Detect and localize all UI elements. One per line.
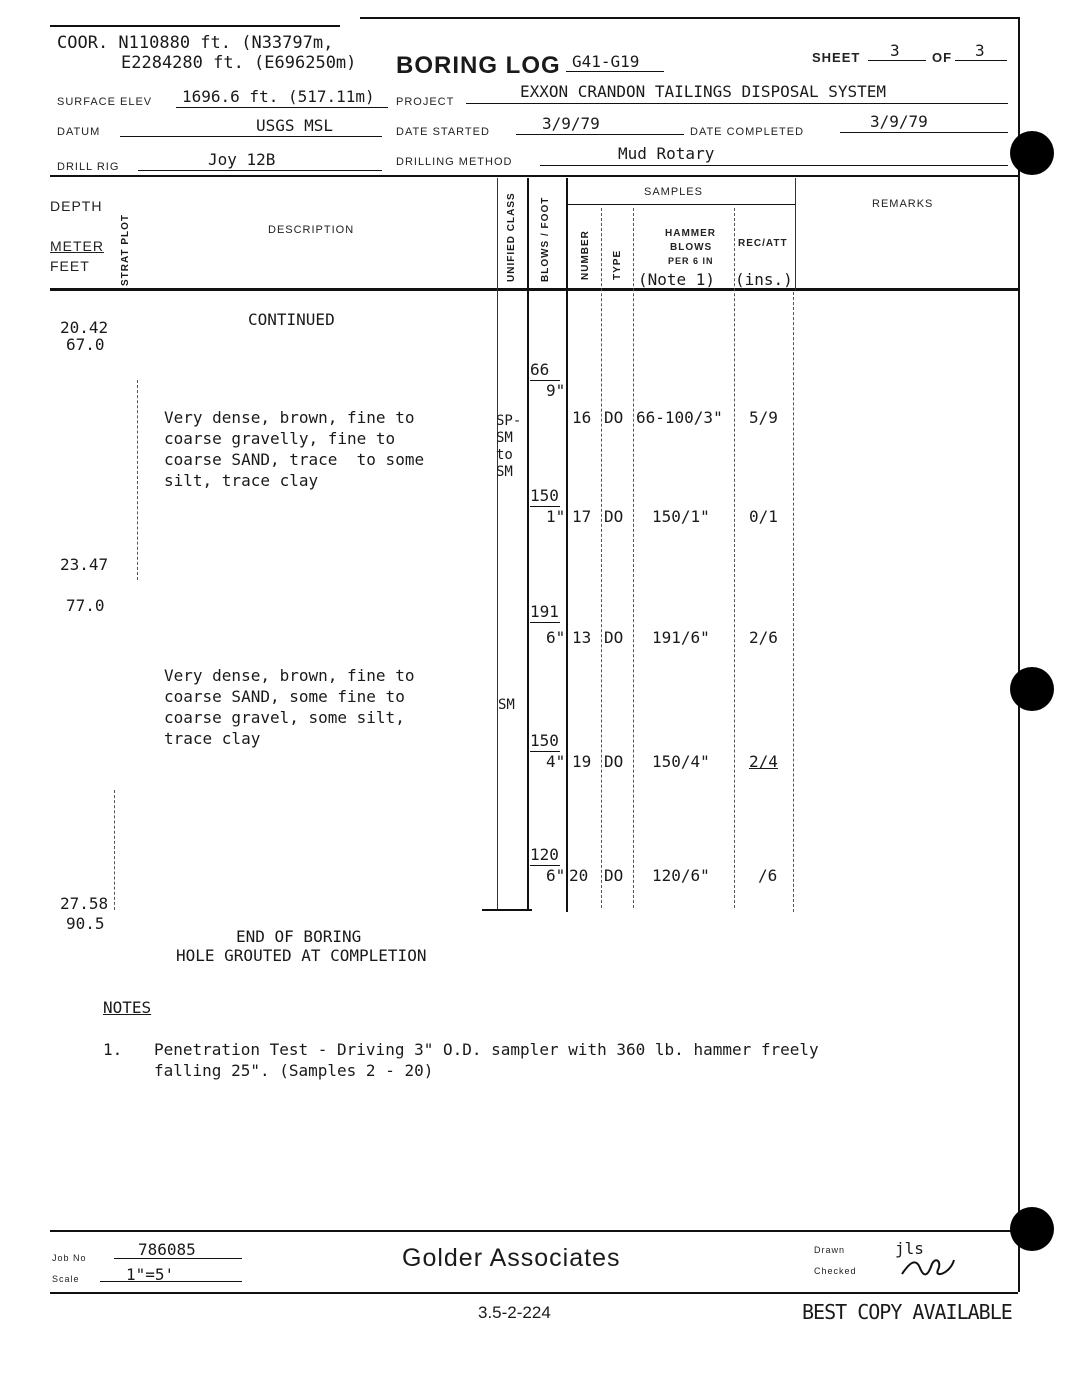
depth-meter: 20.42 bbox=[60, 318, 109, 337]
drawn-initials: jls bbox=[895, 1239, 924, 1258]
hammer-blows: 120/6" bbox=[652, 866, 710, 885]
notes-heading: NOTES bbox=[103, 998, 152, 1017]
depth-meter: 27.58 bbox=[60, 894, 109, 913]
company-name: Golder Associates bbox=[402, 1244, 621, 1272]
log-id: G41-G19 bbox=[572, 52, 640, 71]
unified-class: SM bbox=[498, 697, 515, 713]
note-line-1: Penetration Test - Driving 3" O.D. sampler with 360 lb. hammer freely bbox=[154, 1040, 819, 1059]
datum-value: USGS MSL bbox=[256, 116, 334, 135]
project-underline bbox=[466, 83, 1008, 104]
blows-bottom: 1" bbox=[546, 507, 566, 526]
date-completed-underline bbox=[840, 112, 1008, 133]
number-header: NUMBER bbox=[580, 230, 591, 280]
description-header: DESCRIPTION bbox=[268, 224, 355, 236]
sheet-number-underline bbox=[868, 40, 926, 61]
drilling-method-underline bbox=[540, 145, 1008, 166]
depth-meter: 23.47 bbox=[60, 555, 109, 574]
layer-description: Very dense, brown, fine to coarse gravelly, fine to coarse SAND, trace to some silt, trace clay bbox=[164, 408, 425, 490]
surface-elev-underline bbox=[176, 87, 388, 108]
sample-type: DO bbox=[604, 628, 624, 647]
best-copy-stamp: BEST COPY AVAILABLE bbox=[802, 1300, 1012, 1324]
sample-number: 20 bbox=[569, 866, 589, 885]
blows-foot-header: BLOWS / FOOT bbox=[540, 196, 551, 282]
binder-hole bbox=[1010, 667, 1054, 711]
datum-underline bbox=[120, 116, 382, 137]
date-started-value: 3/9/79 bbox=[542, 114, 600, 133]
surface-elev-value: 1696.6 ft. (517.11m) bbox=[182, 87, 375, 106]
recovery: 0/1 bbox=[749, 507, 778, 526]
hammer-blows: 191/6" bbox=[652, 628, 710, 647]
date-completed-value: 3/9/79 bbox=[870, 112, 928, 131]
recovery: /6 bbox=[758, 866, 778, 885]
project-value: EXXON CRANDON TAILINGS DISPOSAL SYSTEM bbox=[520, 82, 887, 101]
hammer-blows: 150/4" bbox=[652, 752, 710, 771]
date-started-underline bbox=[516, 114, 684, 135]
scale-label: Scale bbox=[52, 1274, 80, 1284]
boring-log-title: BORING LOG bbox=[396, 52, 561, 79]
hammer-header-3: PER 6 IN bbox=[668, 256, 714, 266]
checker-signature bbox=[898, 1254, 958, 1280]
feet-header: FEET bbox=[50, 258, 90, 274]
sample-type: DO bbox=[604, 408, 624, 427]
job-no-underline bbox=[114, 1238, 242, 1259]
of-label: OF bbox=[932, 50, 953, 65]
project-label: PROJECT bbox=[396, 96, 455, 108]
binder-hole bbox=[1010, 1207, 1054, 1251]
unified-class-header: UNIFIED CLASS bbox=[506, 192, 517, 282]
continued-label: CONTINUED bbox=[248, 310, 335, 329]
checked-label: Checked bbox=[814, 1266, 857, 1276]
coordinates-line-1: COOR. N110880 ft. (N33797m, bbox=[57, 33, 334, 53]
remarks-header: REMARKS bbox=[872, 198, 934, 210]
drill-rig-label: DRILL RIG bbox=[57, 161, 120, 173]
datum-label: DATUM bbox=[57, 126, 101, 138]
depth-header: DEPTH bbox=[50, 198, 103, 214]
drilling-method-label: DRILLING METHOD bbox=[396, 156, 513, 168]
hammer-blows: 150/1" bbox=[652, 507, 710, 526]
scale-underline bbox=[100, 1261, 242, 1282]
sample-type: DO bbox=[604, 752, 624, 771]
binder-hole bbox=[1010, 131, 1054, 175]
sample-number: 19 bbox=[572, 752, 592, 771]
drawn-label: Drawn bbox=[814, 1245, 846, 1255]
hammer-blows: 66-100/3" bbox=[636, 408, 723, 427]
date-started-label: DATE STARTED bbox=[396, 126, 490, 138]
samples-header: SAMPLES bbox=[644, 186, 703, 198]
coordinates-line-2: E2284280 ft. (E696250m) bbox=[121, 53, 357, 73]
blows-top: 150 bbox=[530, 486, 559, 505]
end-of-boring: END OF BORING bbox=[236, 927, 362, 946]
sheet-number: 3 bbox=[890, 41, 900, 60]
scale-value: 1"=5' bbox=[126, 1265, 175, 1284]
hammer-header-2: BLOWS bbox=[670, 242, 713, 253]
log-id-underline bbox=[566, 51, 664, 72]
date-completed-label: DATE COMPLETED bbox=[690, 126, 805, 138]
recovery: 2/4 bbox=[749, 752, 778, 771]
rec-unit: (ins.) bbox=[735, 270, 793, 289]
meter-header: METER bbox=[50, 238, 104, 254]
rec-att-header: REC/ATT bbox=[738, 238, 788, 249]
sample-number: 17 bbox=[572, 507, 592, 526]
drilling-method-value: Mud Rotary bbox=[618, 144, 715, 163]
sample-type: DO bbox=[604, 507, 624, 526]
hole-grouted: HOLE GROUTED AT COMPLETION bbox=[176, 946, 427, 965]
drill-rig-value: Joy 12B bbox=[208, 150, 276, 169]
recovery: 2/6 bbox=[749, 628, 778, 647]
blows-top: 120 bbox=[530, 845, 559, 864]
note-number: 1. bbox=[103, 1040, 123, 1059]
sample-type: DO bbox=[604, 866, 624, 885]
blows-top: 150 bbox=[530, 731, 559, 750]
job-no-value: 786085 bbox=[138, 1240, 196, 1259]
page-reference: 3.5-2-224 bbox=[478, 1303, 551, 1322]
hammer-header-1: HAMMER bbox=[665, 228, 716, 239]
depth-feet: 77.0 bbox=[66, 596, 105, 615]
blows-bottom: 6" bbox=[546, 866, 566, 885]
blows-bottom: 6" bbox=[546, 628, 566, 647]
depth-feet: 67.0 bbox=[66, 335, 105, 354]
unified-class: SP- SM to SM bbox=[496, 413, 522, 480]
sample-number: 13 bbox=[572, 628, 592, 647]
sheet-total-underline bbox=[955, 40, 1007, 61]
blows-bottom: 4" bbox=[546, 752, 566, 771]
blows-top: 66 bbox=[530, 360, 550, 379]
drill-rig-underline bbox=[138, 150, 382, 171]
type-header: TYPE bbox=[612, 249, 623, 280]
blows-bottom: 9" bbox=[546, 381, 566, 400]
sheet-label: SHEET bbox=[812, 50, 861, 65]
sheet-total: 3 bbox=[975, 41, 985, 60]
sample-number: 16 bbox=[572, 408, 592, 427]
strat-plot-header: STRAT PLOT bbox=[120, 213, 131, 286]
surface-elev-label: SURFACE ELEV bbox=[57, 96, 153, 108]
blows-top: 191 bbox=[530, 602, 559, 621]
layer-description: Very dense, brown, fine to coarse SAND, some fine to coarse gravel, some silt, trace clay bbox=[164, 666, 415, 748]
hammer-note: (Note 1) bbox=[638, 270, 716, 289]
depth-feet: 90.5 bbox=[66, 914, 105, 933]
recovery: 5/9 bbox=[749, 408, 778, 427]
job-no-label: Job No bbox=[52, 1253, 87, 1263]
note-line-2: falling 25". (Samples 2 - 20) bbox=[154, 1061, 434, 1080]
